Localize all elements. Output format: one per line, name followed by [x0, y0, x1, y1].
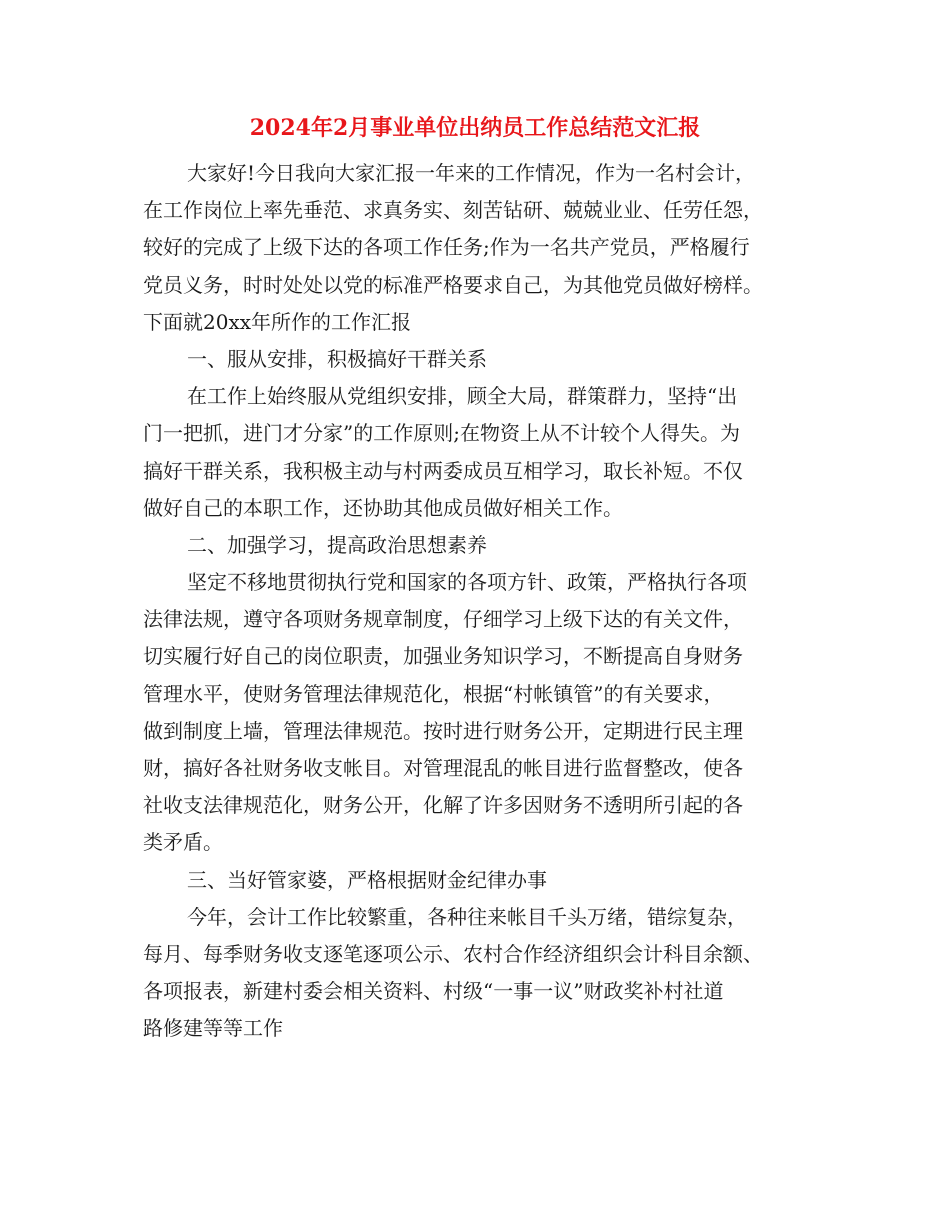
document-body [143, 155, 807, 1048]
document-title: 2024年2月事业单位出纳员工作总结范文汇报 [249, 115, 701, 141]
text-line: 下面就20xx年所作的工作汇报 [143, 309, 412, 334]
text-line: 在工作岗位上率先垂范、求真务实、刻苦钻研、兢兢业业、任劳任怨， [143, 198, 763, 223]
text-line: 切实履行好自己的岗位职责，加强业务知识学习，不断提高自身财务 [143, 644, 743, 669]
text-line: 在工作上始终服从党组织安排，顾全大局，群策群力，坚持“出 [187, 384, 738, 409]
text-line: 较好的完成了上级下达的各项工作任务;作为一名共产党员，严格履行 [143, 235, 750, 260]
text-line: 社收支法律规范化，财务公开，化解了许多因财务不透明所引起的各 [143, 793, 743, 818]
section-heading-1: 一、服从安排，积极搞好干群关系 [187, 346, 487, 371]
text-line: 管理水平，使财务管理法律规范化，根据“村帐镇管”的有关要求， [143, 681, 724, 706]
text-line: 搞好干群关系，我积极主动与村两委成员互相学习，取长补短。不仅 [143, 458, 743, 483]
text-line: 法律法规，遵守各项财务规章制度，仔细学习上级下达的有关文件， [143, 607, 743, 632]
text-line: 门一把抓，进门才分家”的工作原则;在物资上从不计较个人得失。为 [143, 421, 740, 446]
text-line: 大家好!今日我向大家汇报一年来的工作情况，作为一名村会计， [187, 161, 756, 185]
text-line: 党员义务，时时处处以党的标准严格要求自己，为其他党员做好榜样。 [143, 272, 763, 297]
text-line: 财，搞好各社财务收支帐目。对管理混乱的帐目进行监督整改，使各 [143, 756, 743, 780]
text-line: 做好自己的本职工作，还协助其他成员做好相关工作。 [143, 495, 623, 520]
text-line: 做到制度上墙，管理法律规范。按时进行财务公开，定期进行民主理 [143, 718, 743, 743]
section-heading-2: 二、加强学习，提高政治思想素养 [187, 532, 487, 557]
text-line: 每月、每季财务收支逐笔逐项公示、农村合作经济组织会计科目余额、 [143, 941, 763, 966]
text-line: 类矛盾。 [143, 830, 223, 855]
text-line: 坚定不移地贯彻执行党和国家的各项方针、政策，严格执行各项 [187, 570, 747, 595]
text-line: 各项报表，新建村委会相关资料、村级“一事一议”财政奖补村社道 [143, 979, 724, 1004]
text-line: 路修建等等工作 [143, 1016, 283, 1041]
text-line: 今年，会计工作比较繁重，各种往来帐目千头万绪，错综复杂， [187, 904, 747, 929]
section-heading-3: 三、当好管家婆，严格根据财金纪律办事 [187, 867, 547, 892]
